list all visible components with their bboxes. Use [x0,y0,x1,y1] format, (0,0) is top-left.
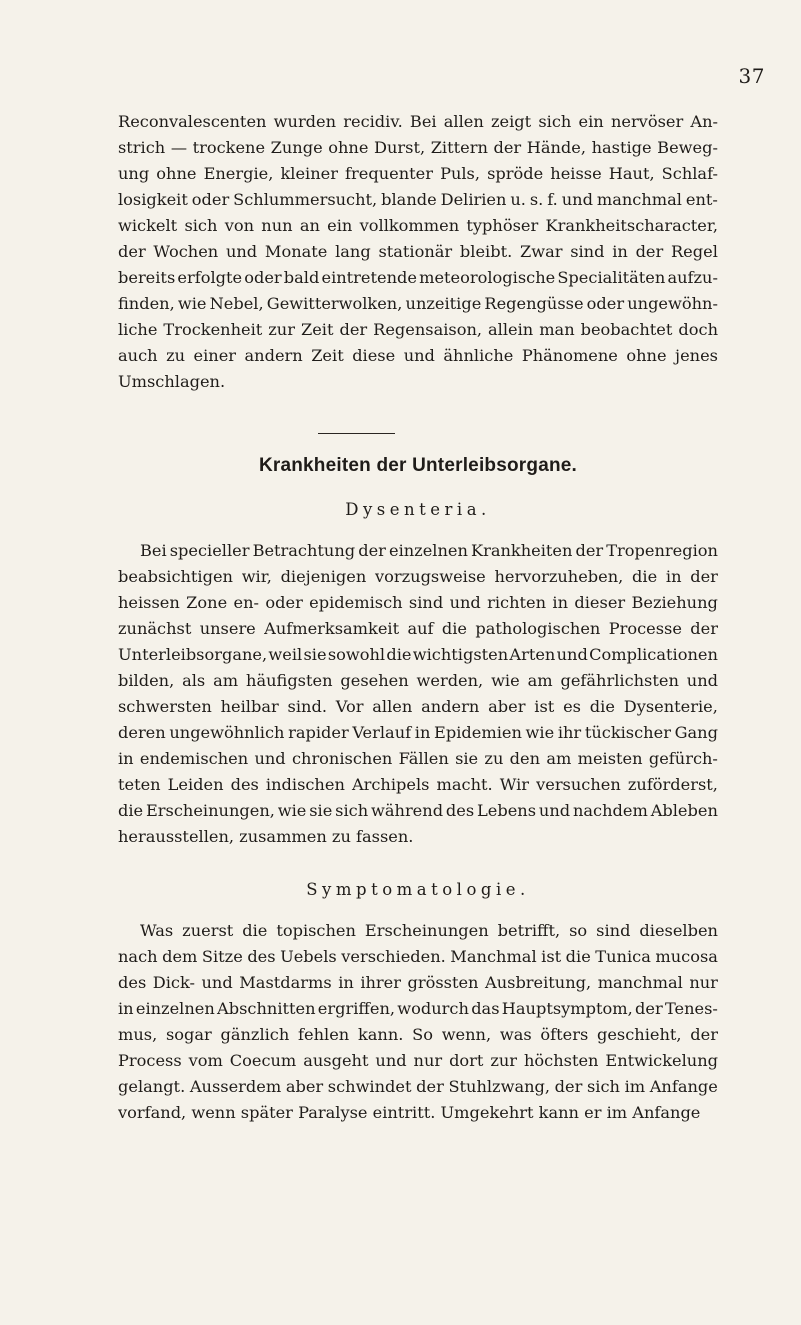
text-line: deren ungewöhnlich rapider Verlauf in Epidemien wie ihr tückischer Gang [118,723,718,742]
subheading-dysenteria: Dysenteria. [345,500,491,519]
text-line: in endemischen und chronischen Fällen sie zu den am meisten gefürch- [118,749,718,768]
section-separator-rule [318,433,395,434]
text-line: liche Trockenheit zur Zeit der Regensaison, allein man beobachtet doch [118,320,718,339]
text-line: nach dem Sitze des Uebels verschieden. Manchmal ist die Tunica mucosa [118,947,718,966]
text-line: Bei specieller Betrachtung der einzelnen Krankheiten der Tropenregion [140,541,718,560]
text-line: herausstellen, zusammen zu fassen. [118,827,414,846]
text-line: Reconvalescenten wurden recidiv. Bei allen zeigt sich ein nervöser An- [118,112,718,131]
text-line: bilden, als am häufigsten gesehen werden, wie am gefährlichsten und [118,671,718,690]
text-line: vorfand, wenn später Paralyse eintritt. Umgekehrt kann er im Anfange [118,1103,701,1122]
text-line: beabsichtigen wir, diejenigen vorzugsweise hervorzuheben, die in der [118,567,718,586]
text-line: heissen Zone en- oder epidemisch sind und richten in dieser Beziehung [118,593,718,612]
text-line: Umschlagen. [118,372,226,391]
text-line: mus, sogar gänzlich fehlen kann. So wenn, was öfters geschieht, der [118,1025,718,1044]
text-line: auch zu einer andern Zeit diese und ähnliche Phänomene ohne jenes [118,346,718,365]
text-line: Unterleibsorgane, weil sie sowohl die wichtigsten Arten und Complicationen [118,645,718,664]
page-number: 37 [738,64,765,88]
text-line: des Dick- und Mastdarms in ihrer grössten Ausbreitung, manchmal nur [118,973,718,992]
paragraph-1 [118,109,718,395]
text-line: Was zuerst die topischen Erscheinungen betrifft, so sind dieselben [140,921,718,940]
text-line: bereits erfolgte oder bald eintretende meteorologische Specialitäten aufzu- [118,268,718,287]
text-line: gelangt. Ausserdem aber schwindet der Stuhlzwang, der sich im Anfange [118,1077,718,1096]
paragraph-3 [118,918,718,1126]
text-line: Process vom Coecum ausgeht und nur dort zur höchsten Entwickelung [118,1051,718,1070]
text-line: ung ohne Energie, kleiner frequenter Puls, spröde heisse Haut, Schlaf- [118,164,718,183]
text-line: wickelt sich von nun an ein vollkommen typhöser Krankheitscharacter, [118,216,718,235]
text-line: losigkeit oder Schlummersucht, blande Delirien u. s. f. und manchmal ent- [118,190,718,209]
text-line: in einzelnen Abschnitten ergriffen, wodurch das Hauptsymptom, der Tenes- [118,999,718,1018]
text-line: schwersten heilbar sind. Vor allen andern aber ist es die Dysenterie, [118,697,718,716]
text-line: die Erscheinungen, wie sie sich während des Lebens und nachdem Ableben [118,801,718,820]
text-line: der Wochen und Monate lang stationär bleibt. Zwar sind in der Regel [118,242,718,261]
paragraph-2 [118,538,718,850]
text-line: teten Leiden des indischen Archipels macht. Wir versuchen zuförderst, [118,775,718,794]
subheading-symptomatologie: Symptomatologie. [306,880,530,899]
text-line: finden, wie Nebel, Gewitterwolken, unzeitige Regengüsse oder ungewöhn- [118,294,718,313]
section-title: Krankheiten der Unterleibsorgane. [258,455,578,476]
text-line: zunächst unsere Aufmerksamkeit auf die pathologischen Processe der [118,619,718,638]
text-line: strich — trockene Zunge ohne Durst, Zittern der Hände, hastige Beweg- [118,138,718,157]
